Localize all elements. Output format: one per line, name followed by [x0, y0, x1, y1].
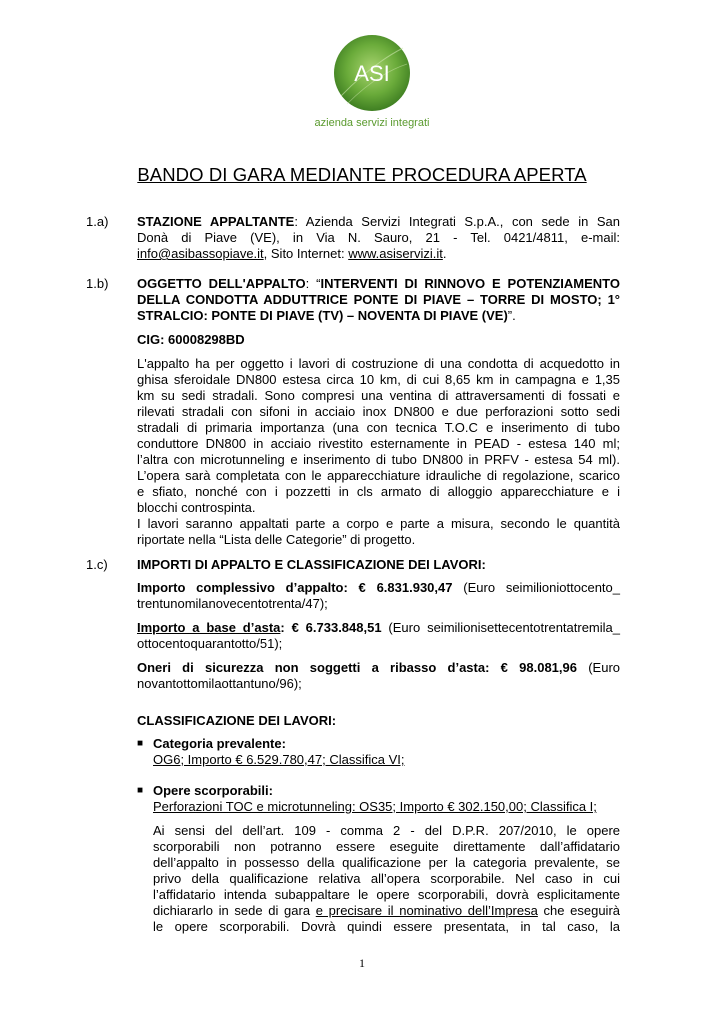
s1c-heading: [137, 557, 620, 573]
s1c-p2-line: scorporabili non potranno essere eseguite direttamente dall’affidatario: [153, 839, 620, 854]
s1b-desc-line: L’opera sarà completata con le apparecchiature idrauliche di regolazione, scarico: [137, 468, 620, 483]
categoria-prevalente: [153, 736, 620, 752]
s1c-label: IMPORTI DI APPALTO E CLASSIFICAZIONE DEI LAVORI:: [137, 557, 486, 572]
s1b-object-2: DELLA CONDOTTA ADDUTTRICE PONTE DI PIAVE – TORRE DI MOSTO; 1°: [137, 292, 620, 307]
s1a-label: STAZIONE APPALTANTE: [137, 214, 295, 229]
section-number-1b: 1.b): [86, 276, 109, 291]
section-number-1a: 1.a): [86, 214, 109, 229]
s1a-sito-prefix: , Sito Internet:: [263, 246, 349, 261]
logo-text: ASI: [354, 61, 390, 86]
s1b-label: OGGETTO DELL'APPALTO: [137, 276, 306, 291]
s1c-p2-line: Ai sensi del dell’art. 109 - comma 2 - del D.P.R. 207/2010, le opere: [153, 823, 620, 838]
imp3-value: : € 98.081,96: [485, 660, 577, 675]
s1b-desc-line: ghisa sferoidale DN800 estesa circa 10 km, di cui 8,65 km in campagna e 1,35: [137, 372, 620, 387]
imp2-value: : € 6.733.848,51: [280, 620, 382, 635]
s1a-line1: [137, 214, 620, 230]
s1b-desc-line: e sfiato, nonché con i pozzetti in cls armato di alloggio apparecchiature e i: [137, 484, 620, 499]
s1c-p2-line: l’affidatario intenda subappaltare le opere scorporabili, dovrà esplicitamente: [153, 887, 620, 902]
s1b-desc-line: conduttore DN800 in acciaio rivestito esternamente in PEAD - estesa 140 ml;: [137, 436, 620, 451]
s1b-desc-line: I lavori saranno appaltati parte a corpo e parte a misura, secondo le quantità: [137, 516, 620, 531]
s1b-desc-line: rilevati stradali con sifoni in acciaio inox DN800 e due perforazioni sotto sedi: [137, 404, 620, 419]
categoria-prevalente-value: OG6; Importo € 6.529.780,47; Classifica VI;: [153, 752, 405, 767]
imp1-label: Importo complessivo d’appalto: € 6.831.930,47: [137, 580, 453, 595]
imp1-rest: (Euro seimilioniottocento_: [452, 580, 620, 595]
cig-code: [137, 332, 620, 348]
oneri-sicurezza: [137, 660, 620, 676]
s1b-desc-line: blocchi controspinta.: [137, 500, 256, 515]
p2-l6b: che eseguirà: [537, 903, 620, 918]
importo-complessivo: [137, 580, 620, 596]
imp2-rest: (Euro seimilionisettecentotrentatremila_: [381, 620, 621, 635]
asi-logo: [333, 34, 411, 112]
s1b-line1: [137, 276, 620, 292]
bullet-icon: ■: [137, 785, 144, 796]
s1b-desc-line: riportate nella “Lista delle Categorie” di progetto.: [137, 532, 416, 547]
s1b-desc-line: L'appalto ha per oggetto i lavori di costruzione di una condotta di acquedotto in: [137, 356, 620, 371]
s1a-line2: Donà di Piave (VE), in Via N. Sauro, 21 - Tel. 0421/4811, e-mail:: [137, 230, 620, 245]
s1b-object-1: INTERVENTI DI RINNOVO E POTENZIAMENTO: [320, 276, 620, 291]
s1b-line2: [137, 292, 620, 308]
p2-l6a: dichiararlo in sede di gara: [153, 903, 316, 918]
section-number-1c: 1.c): [86, 557, 108, 572]
imp3-rest: (Euro: [576, 660, 621, 675]
cat-label: Categoria prevalente:: [153, 736, 286, 751]
class-title-text: CLASSIFICAZIONE DEI LAVORI:: [137, 713, 337, 728]
importo-base-asta-l2: ottocentoquarantotto/51);: [137, 636, 283, 651]
s1b-colon: : “: [305, 276, 321, 291]
page-title: BANDO DI GARA MEDIANTE PROCEDURA APERTA: [137, 164, 587, 185]
s1c-p2-line: privo della qualificazione relativa all’opera scorporabile. Nel caso in cui: [153, 871, 620, 886]
s1a-end: .: [442, 246, 447, 261]
s1b-desc-line: l’altra con microtunneling e inserimento di tubo DN800 in PRFV - estesa 54 ml).: [137, 452, 620, 467]
s1b-object-3: STRALCIO: PONTE DI PIAVE (TV) – NOVENTA DI PIAVE (VE): [137, 308, 508, 323]
opere-scorporabili: [153, 783, 620, 799]
p2-l6u: e precisare il nominativo dell’Impresa: [315, 903, 538, 918]
s1a-line3: [137, 246, 620, 262]
opere-scorporabili-value: Perforazioni TOC e microtunneling: OS35; Importo € 302.150,00; Classifica I;: [153, 799, 597, 814]
s1b-desc-line: stradali di primaria importanza (una con tecnica T.O.C e inserimento di tubo: [137, 420, 620, 435]
p2-line6: [153, 903, 620, 919]
s1b-line3: [137, 308, 620, 324]
cig-text: CIG: 60008298BD: [137, 332, 245, 347]
s1b-desc-line: km su sedi stradali. Sono compresi una ventina di attraversamenti di fossati e: [137, 388, 620, 403]
s1c-p2-line: dell’appalto in possesso della qualificazione per la categoria prevalente, se: [153, 855, 620, 870]
oneri-sicurezza-l2: novantottomilaottantuno/96);: [137, 676, 302, 691]
email-link[interactable]: info@asibassopiave.it: [137, 246, 264, 261]
p2-line7: le opere scorporabili. Dovrà quindi essere presentata, in tal caso, la: [153, 919, 620, 934]
importo-base-asta: [137, 620, 620, 636]
classificazione-title: [137, 713, 620, 729]
importo-complessivo-l2: trentunomilanovecentotrenta/47);: [137, 596, 328, 611]
s1b-object-end: ”.: [507, 308, 516, 323]
bullet-icon: ■: [137, 738, 144, 749]
website-link[interactable]: www.asiservizi.it: [348, 246, 443, 261]
s1a-text1: : Azienda Servizi Integrati S.p.A., con sede in San: [294, 214, 620, 229]
scorp-label: Opere scorporabili:: [153, 783, 273, 798]
page-number: 1: [359, 956, 365, 970]
imp2-label: Importo a base d’asta: [137, 620, 281, 635]
logo-tagline: azienda servizi integrati: [314, 117, 430, 129]
imp3-label: Oneri di sicurezza non soggetti a ribasso d’asta: [137, 660, 486, 675]
